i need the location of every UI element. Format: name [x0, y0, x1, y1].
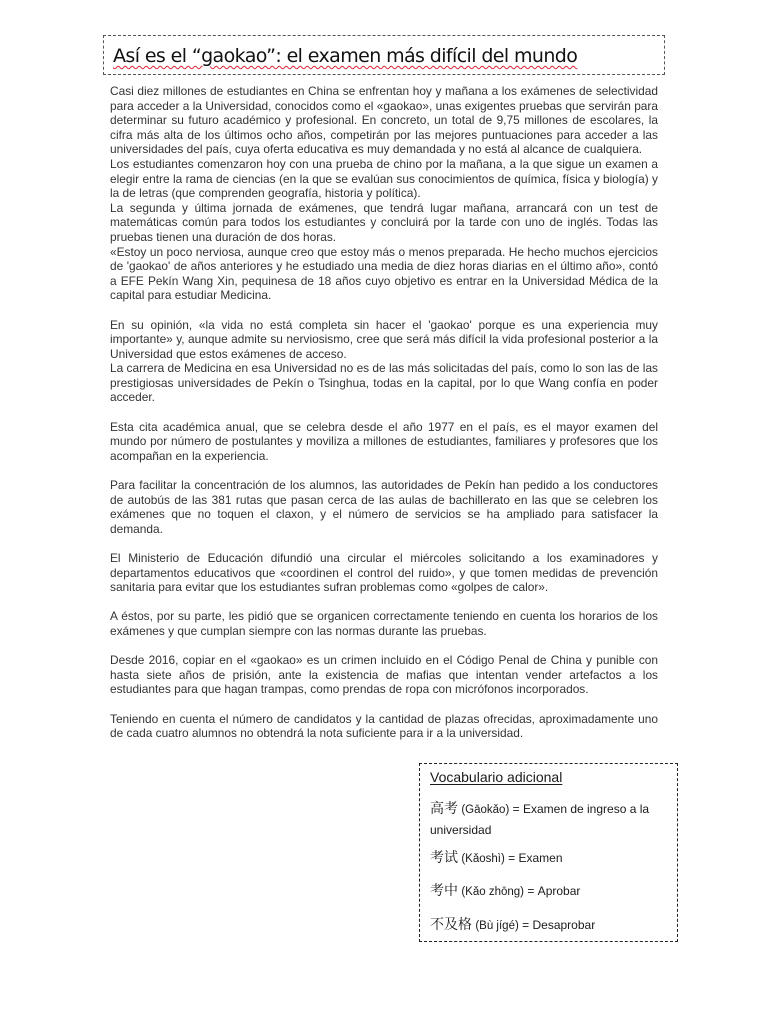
- paragraph: La segunda y última jornada de exámenes, que tendrá lugar mañana, arrancará con un test de matemáticas común para todos los estudiantes y concluirá por la tarde con uno de inglés. Todas las pruebas tienen una duración de dos horas.: [110, 200, 658, 244]
- vocabulary-meaning: = Aprobar: [527, 884, 581, 898]
- paragraph: En su opinión, «la vida no está completa sin hacer el 'gaokao' porque es una experiencia muy importante» y, aunque admite su nerviosismo, cree que será más difícil la vida profesional posterior a la Universidad que estos exámenes de acceso.: [110, 317, 658, 361]
- title-box: [103, 35, 665, 75]
- vocabulary-hanzi: 高考: [430, 801, 458, 817]
- vocabulary-meaning: = Examen: [508, 851, 563, 865]
- vocabulary-pinyin: (Kǎoshì): [461, 853, 505, 865]
- vocabulary-pinyin: (Gāokǎo): [461, 804, 510, 816]
- vocabulary-box: [419, 763, 678, 942]
- vocabulary-meaning: = Examen de ingreso a la universidad: [430, 802, 650, 837]
- vocabulary-item: [430, 915, 668, 936]
- vocabulary-pinyin: (Kǎo zhōng): [461, 886, 524, 898]
- paragraph: A éstos, por su parte, les pidió que se organicen correctamente teniendo en cuenta los horarios de los exámenes y que cumplan siempre con las normas durante las pruebas.: [110, 609, 658, 638]
- vocabulary-hanzi: 考中: [430, 883, 458, 899]
- paragraph: El Ministerio de Educación difundió una circular el miércoles solicitando a los examinadores y departamentos educativos que «coordinen el control del ruido», y que tomen medidas de prevención sanitaria para evitar que los estudiantes sufran problemas como «golpes de calor».: [110, 551, 658, 595]
- vocabulary-heading: Vocabulario adicional: [430, 769, 563, 785]
- paragraph: «Estoy un poco nerviosa, aunque creo que estoy más o menos preparada. He hecho muchos ejercicios de 'gaokao' de años anteriores y he estudiado una media de diez horas diarias en el último año», contó a EFE Pekín Wang Xin, pequinesa de 18 años cuyo objetivo es entrar en la Universidad Médica de la capital para estudiar Medicina.: [110, 244, 658, 303]
- vocabulary-hanzi: 考试: [430, 850, 458, 866]
- paragraph: Esta cita académica anual, que se celebra desde el año 1977 en el país, es el mayor examen del mundo por número de postulantes y moviliza a millones de estudiantes, familiares y profesores que los acompañan en la experiencia.: [110, 419, 658, 463]
- paragraph: La carrera de Medicina en esa Universidad no es de las más solicitadas del país, como lo son las de las prestigiosas universidades de Pekín o Tsinghua, todas en la capital, por lo que Wang confía en poder acceder.: [110, 361, 658, 405]
- paragraph: Teniendo en cuenta el número de candidatos y la cantidad de plazas ofrecidas, aproximadamente uno de cada cuatro alumnos no obtendrá la nota suficiente para ir a la universidad.: [110, 711, 658, 741]
- vocabulary-hanzi: 不及格: [430, 917, 472, 933]
- paragraph: Para facilitar la concentración de los alumnos, las autoridades de Pekín han pedido a los conductores de autobús de las 381 rutas que pasan cerca de las aulas de bachillerato en las que se celebren los exámenes que no toquen el claxon, y el número de servicios se ha ampliado para satisfacer la demanda.: [110, 478, 658, 536]
- paragraph: Los estudiantes comenzaron hoy con una prueba de chino por la mañana, a la que sigue un examen a elegir entre la rama de ciencias (en la que se evalúan sus conocimientos de química, física y biología) y la de letras (que comprenden geografía, historia y política).: [110, 156, 658, 201]
- vocabulary-pinyin: (Bù jígé): [475, 920, 519, 932]
- vocabulary-item: [430, 848, 668, 869]
- vocabulary-item: [430, 881, 668, 902]
- article-title: Así es el “gaokao”: el examen más difícil del mundo: [113, 45, 578, 67]
- article-body: [110, 84, 658, 741]
- paragraph: Casi diez millones de estudiantes en China se enfrentan hoy y mañana a los exámenes de selectividad para acceder a la Universidad, conocidos como el «gaokao», unas exigentes pruebas que servirán para determinar su futuro académico y profesional. En concreto, un total de 9,75 millones de escolares, la cifra más alta de los últimos ocho años, competirán por las mejores puntuaciones para acceder a las universidades del país, cuya oferta educativa es muy demandada y no está al alcance de cualquiera.: [110, 84, 658, 157]
- vocabulary-item: [430, 799, 668, 840]
- paragraph: Desde 2016, copiar en el «gaokao» es un crimen incluido en el Código Penal de China y punible con hasta siete años de prisión, ante la existencia de mafias que intentan vender artefactos a los estudiantes para que hagan trampas, como prendas de ropa con micrófonos incorporados.: [110, 653, 658, 697]
- vocabulary-meaning: = Desaprobar: [522, 918, 596, 932]
